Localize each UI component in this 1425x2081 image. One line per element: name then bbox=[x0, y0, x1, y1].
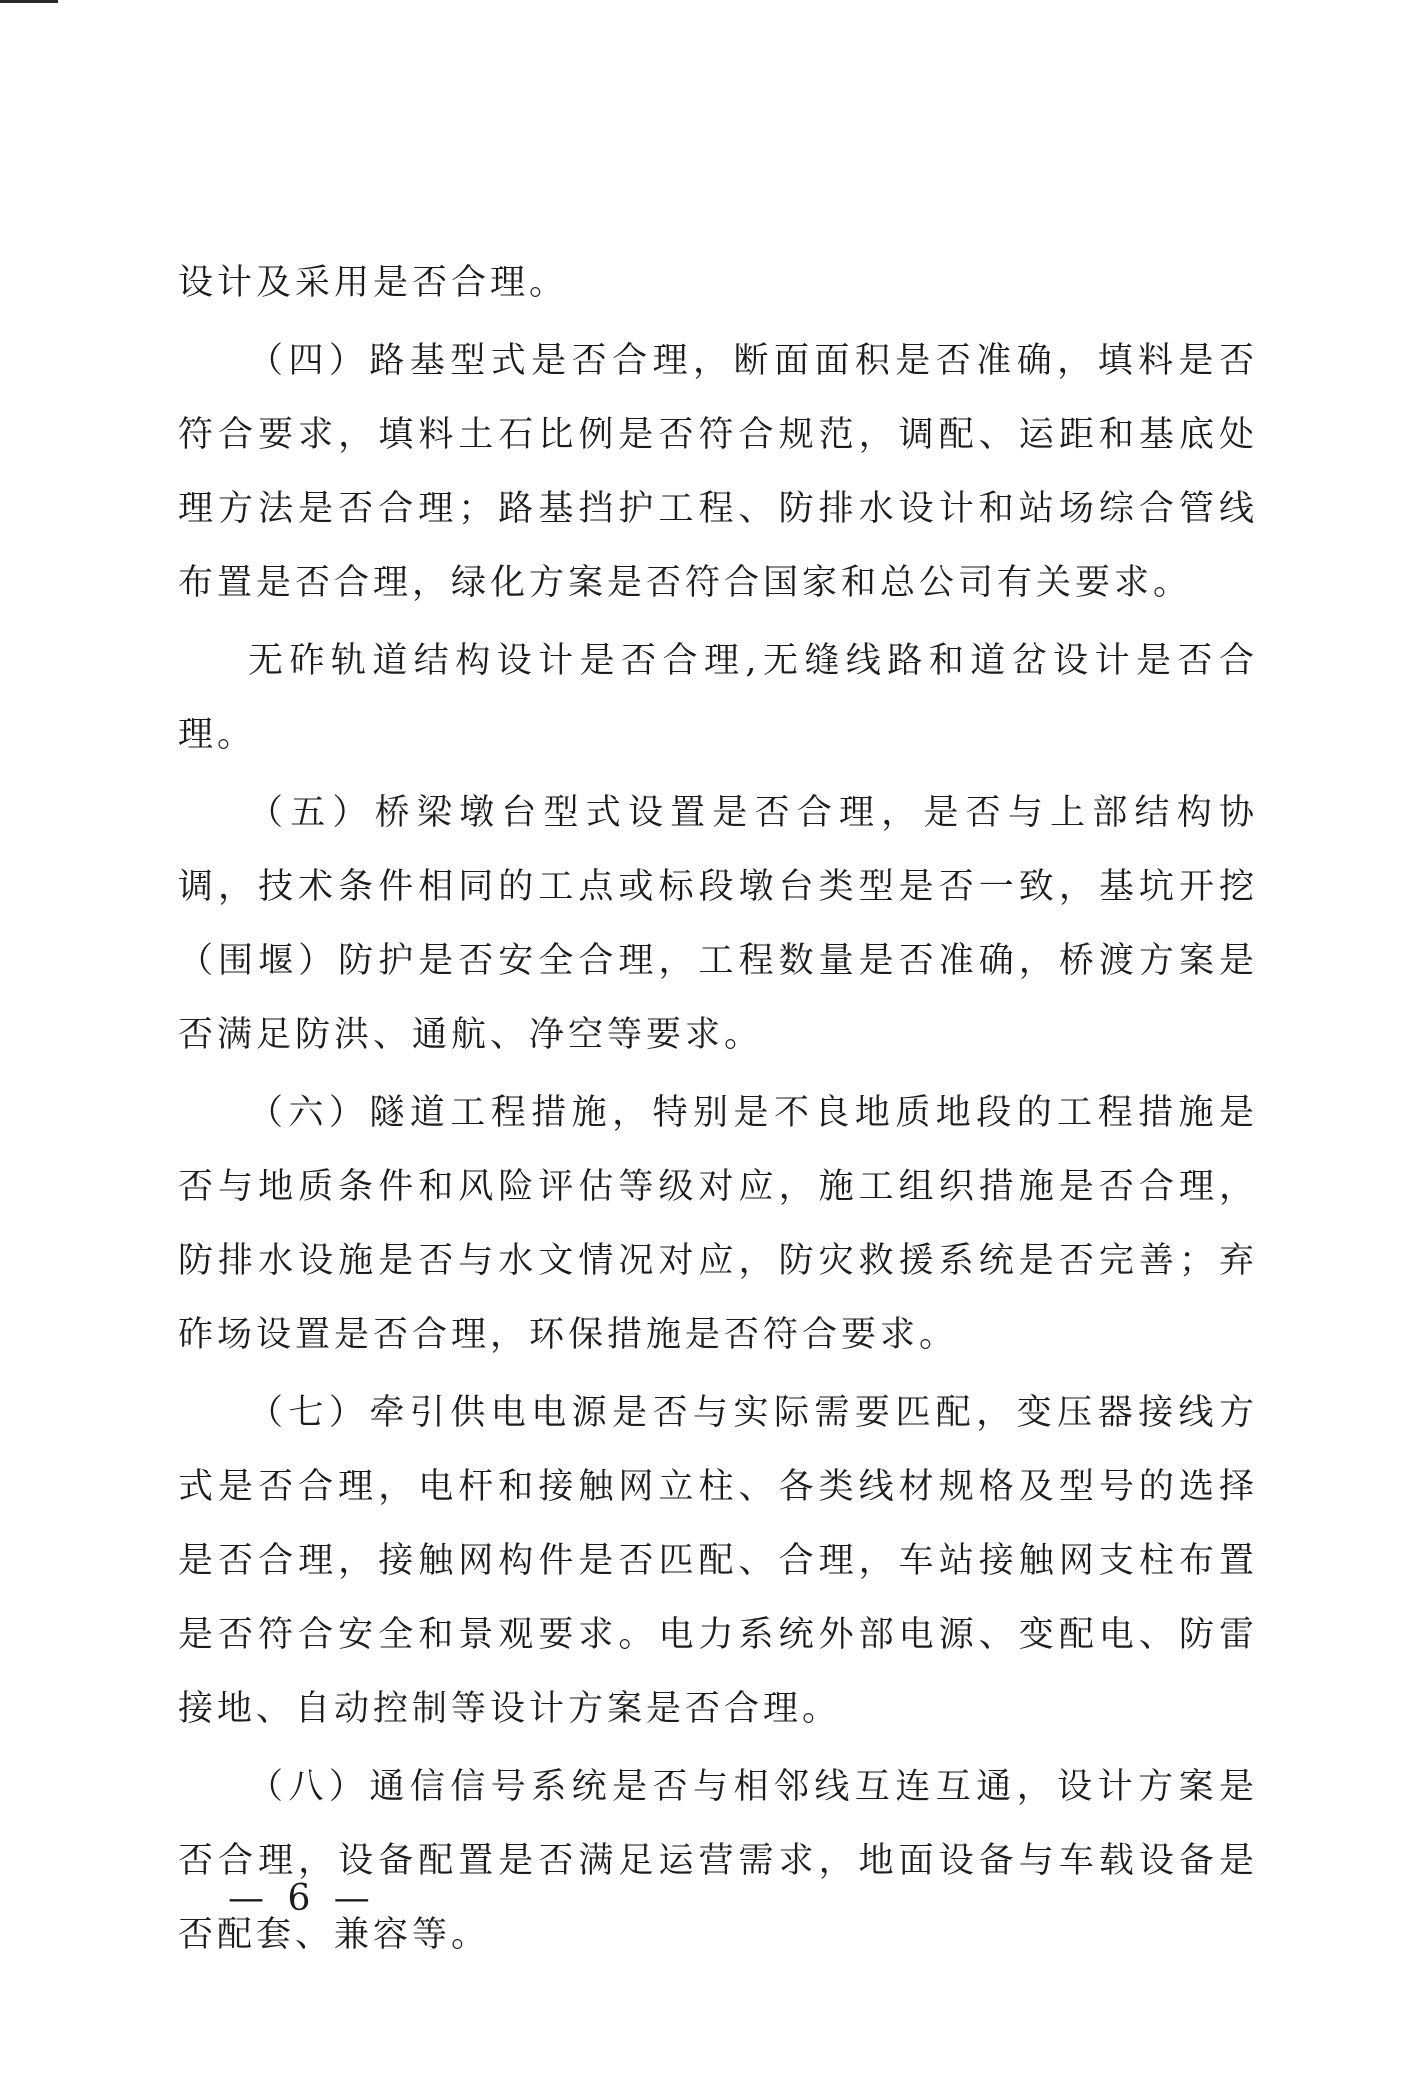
paragraph-ballastless-track: 无砟轨道结构设计是否合理,无缝线路和道岔设计是否合理。 bbox=[178, 641, 1258, 755]
paragraph-continuation: 设计及采用是否合理。 bbox=[178, 263, 569, 303]
paragraph-item-6-tunnel: （六）隧道工程措施，特别是不良地质地段的工程措施是否与地质条件和风险评估等级对应，施工组织措施是否合理，防排水设施是否与水文情况对应，防灾救援系统是否完善；弃砟场设置是否合理，环保措施是否符合要求。 bbox=[178, 1093, 1258, 1355]
paragraph-item-7-traction-power: （七）牵引供电电源是否与实际需要匹配，变压器接线方式是否合理，电杆和接触网立柱、各类线材规格及型号的选择是否合理，接触网构件是否匹配、合理，车站接触网支柱布置是否符合安全和景观要求。电力系统外部电源、变配电、防雷接地、自动控制等设计方案是否合理。 bbox=[178, 1393, 1258, 1729]
paragraph-item-5-bridge: （五）桥梁墩台型式设置是否合理，是否与上部结构协调，技术条件相同的工点或标段墩台类型是否一致，基坑开挖（围堰）防护是否安全合理，工程数量是否准确，桥渡方案是否满足防洪、通航、净空等要求。 bbox=[178, 793, 1258, 1055]
document-body bbox=[178, 246, 1258, 1976]
paragraph-item-4-subgrade: （四）路基型式是否合理，断面面积是否准确，填料是否符合要求，填料土石比例是否符合规范，调配、运距和基底处理方法是否合理；路基挡护工程、防排水设计和站场综合管线布置是否合理，绿化方案是否符合国家和总公司有关要求。 bbox=[178, 341, 1258, 603]
scan-corner-mark bbox=[0, 0, 58, 3]
paragraph-item-8-communication: （八）通信信号系统是否与相邻线互连互通，设计方案是否合理，设备配置是否满足运营需求，地面设备与车载设备是否配套、兼容等。 bbox=[178, 1767, 1258, 1955]
page-number: — 6 — bbox=[228, 1878, 376, 1919]
